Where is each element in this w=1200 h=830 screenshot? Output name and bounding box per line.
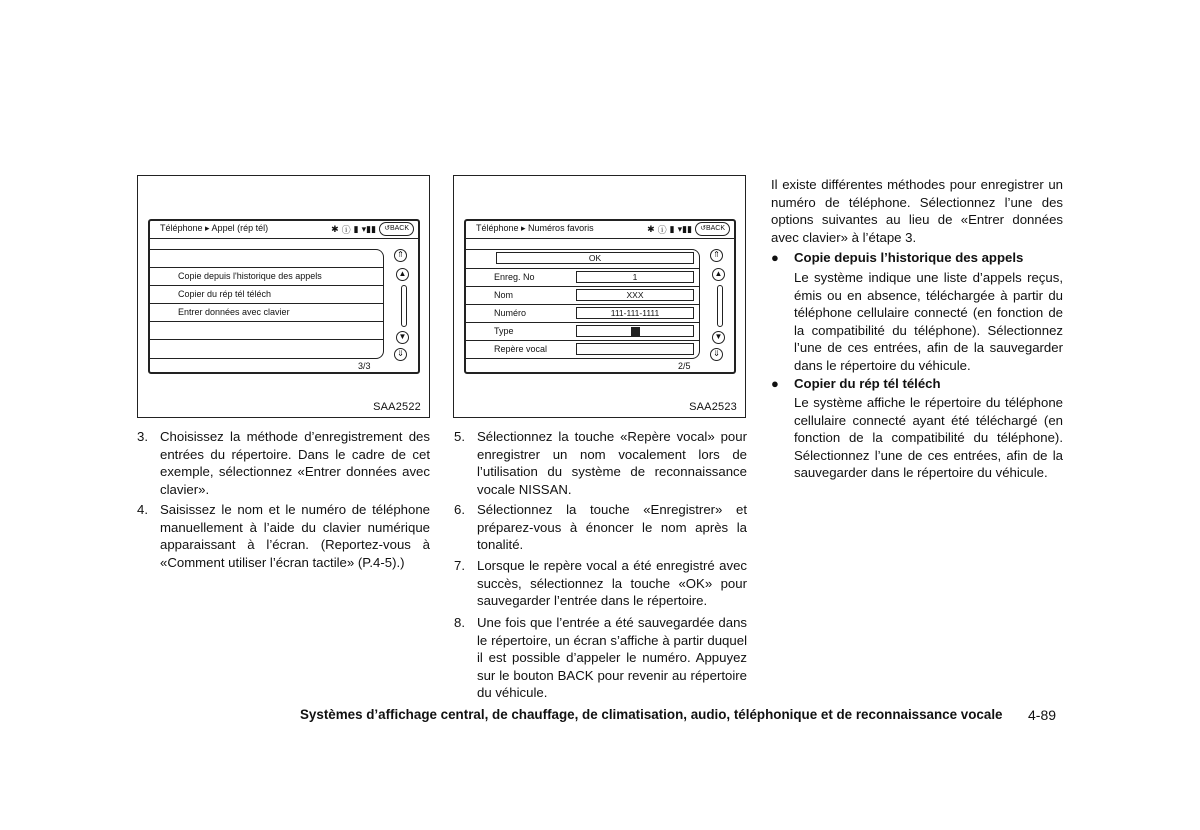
screen-call-history: [148, 219, 420, 374]
info-icon: ⓘ: [341, 224, 351, 235]
scroll-down-button[interactable]: ▼: [712, 331, 725, 344]
figure-saa2523: [453, 175, 746, 418]
list-item-copy-history[interactable]: Copie depuis l'historique des appels: [150, 268, 383, 286]
bullet-icon: ●: [771, 376, 779, 391]
bullet-icon: ●: [771, 250, 779, 265]
screen-favorites: [464, 219, 736, 374]
page-number: 4-89: [1028, 707, 1057, 723]
signal-icon: ▾▮▮: [677, 223, 693, 234]
name-field[interactable]: XXX: [576, 289, 694, 301]
scrollbar[interactable]: [717, 285, 723, 327]
type-field[interactable]: [576, 325, 694, 337]
battery-icon: ▮: [353, 223, 359, 234]
status-icons: [647, 222, 730, 236]
bullet-title-history: Copie depuis l’historique des appels: [794, 250, 1024, 265]
figure-code: SAA2522: [373, 401, 421, 413]
form-row-number: Numéro 111-111-1111: [466, 304, 699, 323]
figure-code: SAA2523: [689, 401, 737, 413]
list-item-enter-keypad[interactable]: Entrer données avec clavier: [150, 304, 383, 322]
step-4: 4. Saisissez le nom et le numéro de téléphone manuellement à l’aide du clavier numérique apparaissant à l’écran. (Reportez-vous à «Comment utiliser l’écran tactile» (P.4-5).): [137, 502, 430, 570]
bullet-text-history: Le système indique une liste d’appels reçus, émis ou en absence, téléchargée à partir du téléphone cellulaire connecté (en fonction de la compatibilité du téléphone). Sélectionnez l’une de ces entrées, afin de la sauvegarder dans le répertoire du véhicule.: [794, 270, 1063, 373]
bluetooth-icon: ✱: [647, 223, 655, 234]
form-row-voice-tag: Repère vocal: [466, 340, 699, 359]
step-5: 5. Sélectionnez la touche «Repère vocal» pour enregistrer un nom vocalement lors de l’utilisation du système de reconnaissance vocale NISSAN.: [454, 429, 747, 497]
entry-no-field[interactable]: 1: [576, 271, 694, 283]
scroll-up-button[interactable]: ▲: [712, 268, 725, 281]
list-item-copy-phonebook[interactable]: Copier du rép tél téléch: [150, 286, 383, 304]
battery-icon: ▮: [669, 223, 675, 234]
step-8: 8. Une fois que l’entrée a été sauvegardée dans le répertoire, un écran s’affiche à partir duquel il est possible d’appeler le numéro. Appuyez sur le bouton BACK pour revenir au répertoire du véhicule.: [454, 615, 747, 701]
screen-header: [150, 221, 418, 239]
scroll-up-button[interactable]: ▲: [396, 268, 409, 281]
step-3: 3. Choisissez la méthode d’enregistrement des entrées du répertoire. Dans le cadre de cet exemple, sélectionnez «Entrer données avec clavier».: [137, 429, 430, 497]
page-down-button[interactable]: ⇓: [710, 348, 723, 361]
page-indicator: 2/5: [678, 361, 691, 371]
form-list: [466, 249, 700, 359]
voice-tag-field[interactable]: [576, 343, 694, 355]
ok-button[interactable]: OK: [496, 252, 694, 264]
signal-icon: ▾▮▮: [361, 223, 377, 234]
screen-title: Téléphone ▸ Appel (rép tél): [160, 223, 269, 233]
list-item-empty: [150, 322, 383, 340]
page-up-button[interactable]: ⇑: [394, 249, 407, 262]
list-item-empty: [150, 250, 383, 268]
footer-title: Systèmes d’affichage central, de chauffage, de climatisation, audio, téléphonique et de reconnaissance vocale: [300, 707, 1003, 722]
number-field[interactable]: 111-111-1111: [576, 307, 694, 319]
step-6: 6. Sélectionnez la touche «Enregistrer» et préparez-vous à énoncer le nom après la tonalité.: [454, 502, 747, 553]
page-up-button[interactable]: ⇑: [710, 249, 723, 262]
back-button[interactable]: ↺BACK: [695, 222, 730, 236]
scrollbar[interactable]: [401, 285, 407, 327]
screen-header: [466, 221, 734, 239]
intro-paragraph: Il existe différentes méthodes pour enregistrer un numéro de téléphone. Sélectionnez l’une des options suivantes au lieu de «Entrer données avec clavier» à l’étape 3.: [771, 177, 1063, 245]
menu-list: [150, 249, 384, 359]
step-7: 7. Lorsque le repère vocal a été enregistré avec succès, sélectionnez la touche «OK» pour sauvegarder l’entrée dans le répertoire.: [454, 558, 747, 609]
scroll-down-button[interactable]: ▼: [396, 331, 409, 344]
page-indicator: 3/3: [358, 361, 371, 371]
figure-saa2522: [137, 175, 430, 418]
form-row-entry-no: Enreg. No 1: [466, 268, 699, 287]
info-icon: ⓘ: [657, 224, 667, 235]
form-row-name: Nom XXX: [466, 286, 699, 305]
bullet-title-phonebook: Copier du rép tél téléch: [794, 376, 941, 391]
screen-title: Téléphone ▸ Numéros favoris: [476, 223, 594, 233]
form-row-type: Type: [466, 322, 699, 341]
status-icons: [331, 222, 414, 236]
bullet-text-phonebook: Le système affiche le répertoire du téléphone cellulaire connecté ayant été téléchargé (en fonction de la compatibilité du téléphone). Sélectionnez l’une de ces entrées, afin de la sauvegarder dans le répertoire du véhicule.: [794, 395, 1063, 481]
back-button[interactable]: ↺BACK: [379, 222, 414, 236]
page-down-button[interactable]: ⇓: [394, 348, 407, 361]
phone-type-icon: [631, 327, 640, 337]
bluetooth-icon: ✱: [331, 223, 339, 234]
